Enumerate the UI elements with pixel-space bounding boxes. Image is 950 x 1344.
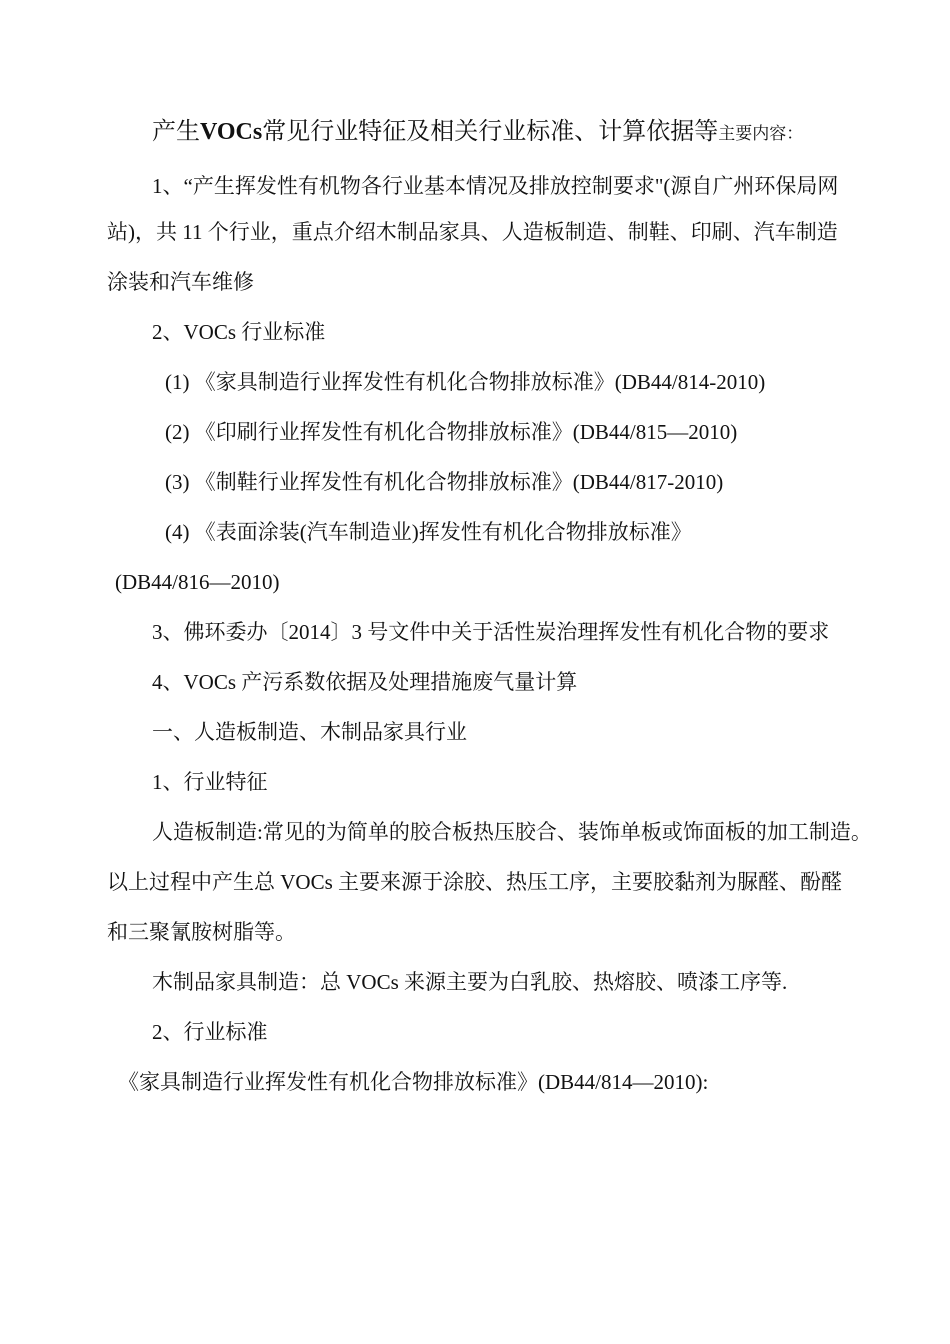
standard-4-continued: (DB44/816—2010) [115, 570, 280, 594]
standard-4: (4) 《表面涂装(汽车制造业)挥发性有机化合物排放标准》 [165, 520, 692, 544]
title-part-3: 常见行业特征及相关行业标准、计算依据等 [262, 119, 719, 145]
item1-line3: 涂装和汽车维修 [107, 270, 254, 294]
item1-line2: 站)，共 11 个行业，重点介绍木制品家具、人造板制造、制鞋、印刷、汽车制造 [107, 220, 838, 244]
standard-2: (2) 《印刷行业挥发性有机化合物排放标准》(DB44/815—2010) [165, 420, 738, 444]
item4: 4、VOCs 产污系数依据及处理措施废气量计算 [152, 670, 578, 694]
section1-heading: 一、人造板制造、木制品家具行业 [152, 720, 467, 744]
para1-line3: 和三聚氰胺树脂等。 [107, 920, 296, 944]
item3: 3、佛环委办〔2014〕3 号文件中关于活性炭治理挥发性有机化合物的要求 [152, 620, 830, 644]
standard-1: (1) 《家具制造行业挥发性有机化合物排放标准》(DB44/814-2010) [165, 370, 766, 394]
item2-heading: 2、VOCs 行业标准 [152, 320, 326, 344]
para1-line1: 人造板制造:常见的为简单的胶合板热压胶合、装饰单板或饰面板的加工制造。 [152, 820, 872, 844]
title-part-4: 主要内容： [718, 124, 804, 143]
title-part-2: VOCs [200, 119, 263, 145]
section1-sub2: 2、行业标准 [152, 1020, 268, 1044]
standard-reference: 《家具制造行业挥发性有机化合物排放标准》(DB44/814—2010): [118, 1070, 709, 1094]
section1-sub1: 1、行业特征 [152, 770, 268, 794]
para1-line2: 以上过程中产生总 VOCs 主要来源于涂胶、热压工序，主要胶黏剂为脲醛、酚醛 [107, 870, 843, 894]
standard-3: (3) 《制鞋行业挥发性有机化合物排放标准》(DB44/817-2010) [165, 470, 724, 494]
item1-line1: 1、“产生挥发性有机物各行业基本情况及排放控制要求"(源自广州环保局网 [152, 174, 839, 198]
title-part-1: 产生 [152, 119, 200, 145]
document-title [152, 120, 803, 144]
para2: 木制品家具制造：总 VOCs 来源主要为白乳胶、热熔胶、喷漆工序等. [152, 970, 788, 994]
